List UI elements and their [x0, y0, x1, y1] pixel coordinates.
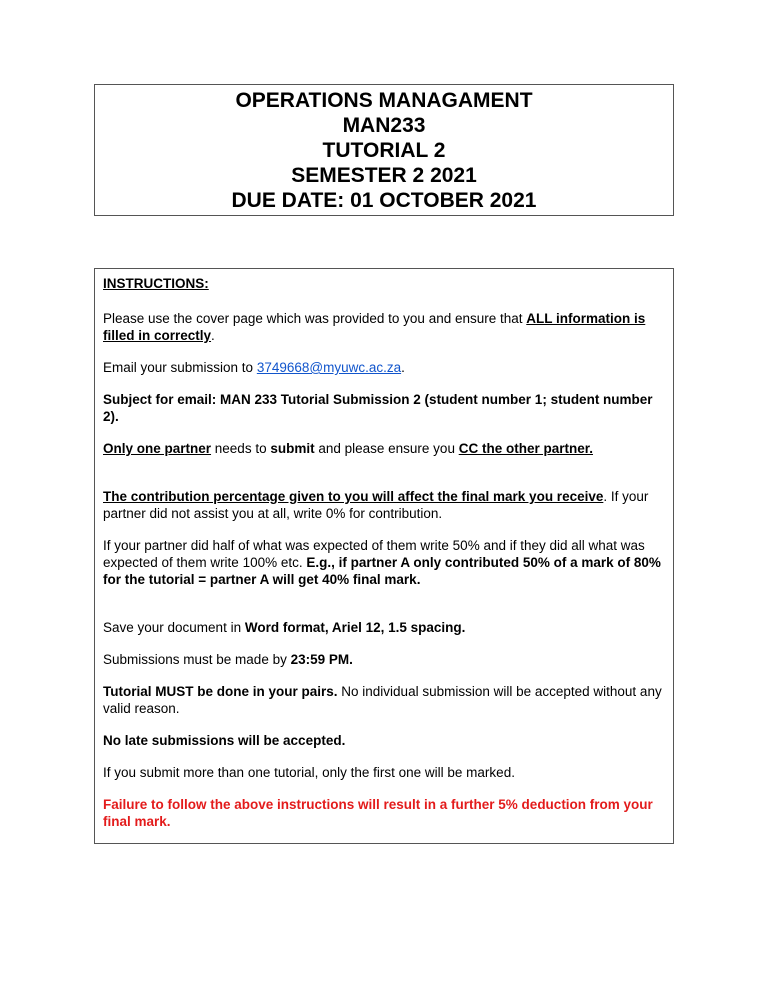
format-bold: Word format, Ariel 12, 1.5 spacing. — [244, 620, 466, 635]
pairs-text: No individual submission will be accepted without any valid reason. — [103, 684, 662, 716]
semester: SEMESTER 2 2021 — [291, 163, 477, 187]
email-instruction — [103, 359, 665, 376]
email-end: . — [401, 360, 405, 375]
ensure-you: and please ensure you — [314, 441, 459, 456]
contribution-example-text: If your partner did half of what was expected of them write 50% and if they did all what was expected of them write 100% etc. — [103, 538, 645, 570]
submit-word: submit — [270, 441, 315, 456]
contribution-example — [103, 537, 665, 588]
cover-page-instruction — [103, 310, 665, 344]
title-box — [94, 84, 674, 216]
deadline-time: 23:59 PM. — [290, 652, 353, 667]
cover-page-emphasis: ALL information is filled in correctly — [103, 311, 646, 343]
contribution-instruction — [103, 488, 665, 522]
only-one-partner: Only one partner — [103, 441, 212, 456]
instructions-box — [94, 268, 674, 844]
needs-to: needs to — [211, 441, 271, 456]
due-date: DUE DATE: 01 OCTOBER 2021 — [231, 188, 537, 212]
partner-submit-instruction — [103, 440, 665, 457]
format-text: Save your document in — [103, 620, 245, 635]
email-link[interactable]: 3749668@myuwc.ac.za — [256, 360, 402, 375]
contribution-example-bold: E.g., if partner A only contributed 50% of a mark of 80% for the tutorial = partner A will get 40% final mark. — [103, 555, 661, 587]
deadline-text: Submissions must be made by — [103, 652, 291, 667]
pairs-bold: Tutorial MUST be done in your pairs. — [103, 684, 338, 699]
course-code: MAN233 — [342, 113, 426, 137]
instructions-heading: INSTRUCTIONS: — [103, 276, 209, 291]
cover-page-end: . — [211, 328, 215, 343]
cover-page-text: Please use the cover page which was provided to you and ensure that — [103, 311, 527, 326]
pairs-instruction — [103, 683, 665, 717]
one-tutorial-instruction: If you submit more than one tutorial, only the first one will be marked. — [103, 765, 515, 780]
contribution-emphasis: The contribution percentage given to you will affect the final mark you receive — [103, 489, 604, 504]
tutorial-number: TUTORIAL 2 — [322, 138, 446, 162]
late-submission-instruction: No late submissions will be accepted. — [103, 733, 346, 748]
failure-warning: Failure to follow the above instructions will result in a further 5% deduction from your final mark. — [103, 797, 653, 829]
deadline-instruction — [103, 651, 665, 668]
contribution-text: . If your partner did not assist you at all, write 0% for contribution. — [103, 489, 649, 521]
email-text: Email your submission to — [103, 360, 257, 375]
format-instruction — [103, 619, 665, 636]
course-name: OPERATIONS MANAGAMENT — [235, 88, 533, 112]
email-subject-instruction: Subject for email: MAN 233 Tutorial Submission 2 (student number 1; student number 2). — [103, 392, 653, 424]
cc-partner: CC the other partner. — [458, 441, 593, 456]
